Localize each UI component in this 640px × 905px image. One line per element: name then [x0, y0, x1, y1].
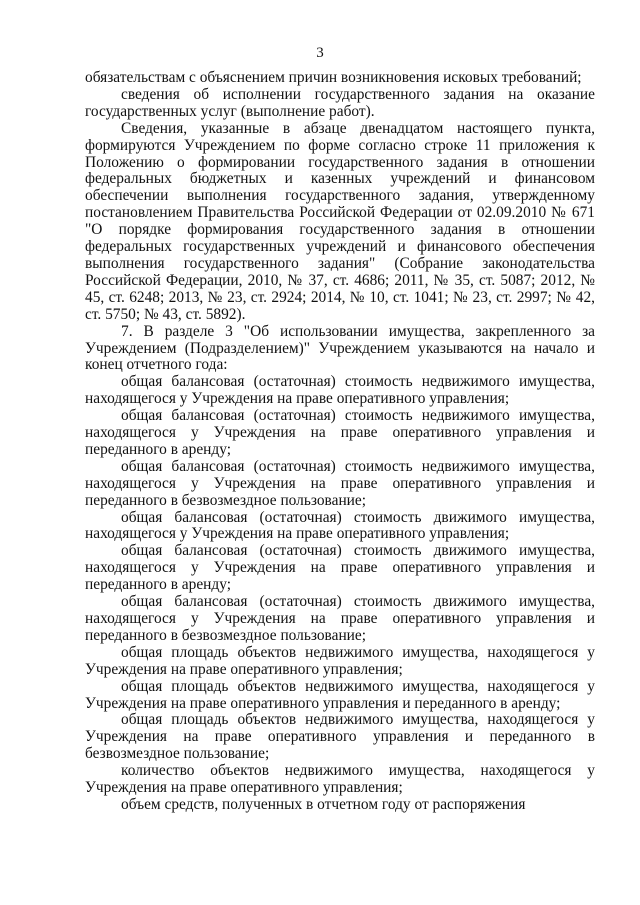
paragraph: Сведения, указанные в абзаце двенадцатом настоящего пункта, формируются Учреждением по форме согласно строке 11 приложения к Положению о формировании государственного задания в отношении федеральных бюджетных и казенных учреждений и финансовом обеспечении выполнения государственного задания, утвержденному постановлением Правительства Российской Федерации от 02.09.2010 № 671 "О порядке формирования государственного задания в отношении федеральных государственных учреждений и финансового обеспечения выполнения государственного задания" (Собрание законодательства Российской Федерации, 2010, № 37, ст. 4686; 2011, № 35, ст. 5087; 2012, № 45, ст. 6248; 2013, № 23, ст. 2924; 2014, № 10, ст. 1041; № 23, ст. 2997; № 42, ст. 5750; № 43, ст. 5892). — [85, 119, 595, 323]
paragraph: обязательствам с объяснением причин возникновения исковых требований; — [85, 69, 582, 86]
paragraph: общая площадь объектов недвижимого имущества, находящегося у Учреждения на праве оперативного управления; — [85, 643, 595, 678]
page-number: 3 — [316, 45, 324, 61]
paragraph: объем средств, полученных в отчетном году от распоряжения — [121, 795, 526, 813]
document-body — [85, 70, 595, 814]
paragraph: общая площадь объектов недвижимого имущества, находящегося у Учреждения на праве оперативного управления и переданного в безвозмездное пользование; — [85, 711, 595, 763]
paragraph: общая балансовая (остаточная) стоимость недвижимого имущества, находящегося у Учреждения на праве оперативного управления; — [85, 373, 595, 408]
paragraph: сведения об исполнении государственного задания на оказание государственных услуг (выполнение работ). — [85, 85, 595, 120]
paragraph: 7. В разделе 3 "Об использовании имущества, закрепленного за Учреждением (Подразделением)" Учреждением указываются на начало и конец отчетного года: — [85, 322, 595, 374]
paragraph: общая балансовая (остаточная) стоимость недвижимого имущества, находящегося у Учреждения на праве оперативного управления и переданного в безвозмездное пользование; — [85, 457, 595, 509]
paragraph: общая балансовая (остаточная) стоимость движимого имущества, находящегося у Учреждения на праве оперативного управления и переданного в безвозмездное пользование; — [85, 593, 595, 644]
paragraph: общая площадь объектов недвижимого имущества, находящегося у Учреждения на праве оперативного управления и переданного в аренду; — [85, 677, 595, 712]
paragraph: общая балансовая (остаточная) стоимость недвижимого имущества, находящегося у Учреждения на праве оперативного управления и переданного в аренду; — [85, 407, 595, 458]
paragraph: количество объектов недвижимого имущества, находящегося у Учреждения на праве оперативного управления; — [85, 762, 595, 797]
paragraph: общая балансовая (остаточная) стоимость движимого имущества, находящегося у Учреждения на праве оперативного управления и переданного в аренду; — [85, 542, 595, 594]
paragraph: общая балансовая (остаточная) стоимость движимого имущества, находящегося у Учреждения на праве оперативного управления; — [85, 508, 595, 543]
